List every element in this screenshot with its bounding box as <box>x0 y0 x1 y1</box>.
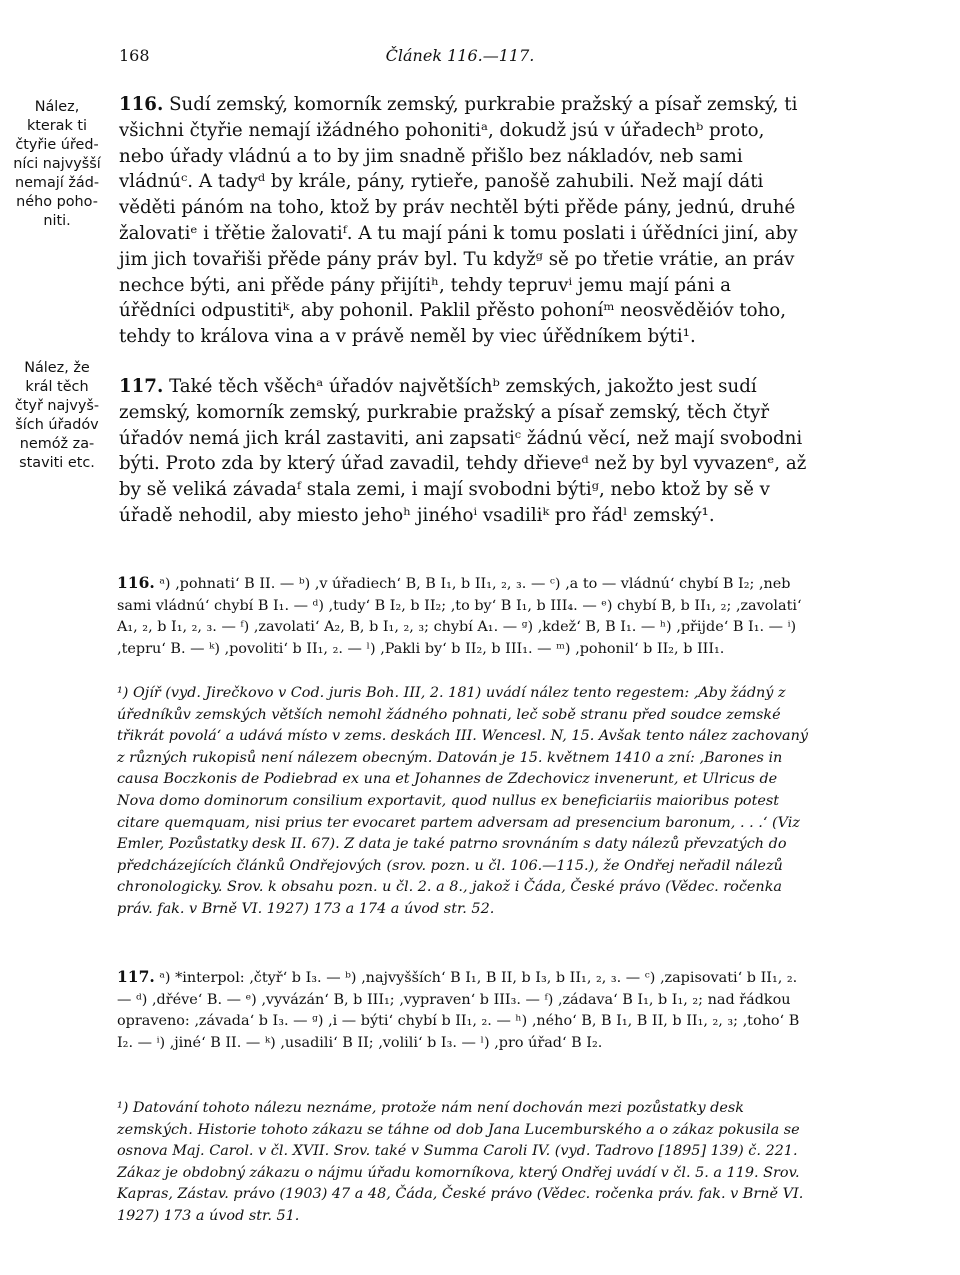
variant-text: ᵃ) ‚pohnati‘ B II. — ᵇ) ‚v úřadiech‘ B, B I₁, b II₁, ₂, ₃. — ᶜ) ‚a to — vládnú‘ chybí B I₂; ‚neb sami vládnú‘ chybí B I₁. — ᵈ) ‚tudy‘ B I₂, b II₂; ‚to by‘ B I₁, b III₄. — ᵉ) chybí B, b II₁, ₂; ‚zavolati‘ A₁, ₂, b I₁, ₂, ₃. — ᶠ) ‚zavolati‘ A₂, B, b I₁, ₂, ₃; chybí A₁. — ᵍ) ‚kdež‘ B, B I₁. — ʰ) ‚přijde‘ B I₁. — ⁱ) ‚tepru‘ B. — ᵏ) ‚povoliti‘ b II₁, ₂. — ˡ) ‚Pakli by‘ b II₂, b III₁. — ᵐ) ‚pohonil‘ b II₂, b III₁. <box>117 576 802 657</box>
article-text: Také těch všěchᵃ úřadóv najvětšíchᵇ zemských, jakožto jest sudí zemský, komorník zemský, purkrabie pražský a písař zemský, těch čtyř úřadóv nemá jich král zastaviti, ani zapsatiᶜ žádnú věcí, než mají svobodni býti. Proto zda by který úřad zavadil, tehdy dřieveᵈ než by byl vyvazenᵉ, až by sě veliká závadaᶠ stala zemi, i mají svobodni býtiᵍ, nebo ktož by sě v úřadě nehodil, aby miesto jehoʰ jinéhoⁱ vsadiliᵏ pro řádˡ zemský¹. <box>119 376 807 526</box>
running-title: Článek 116.—117. <box>385 46 535 65</box>
variant-readings-116 <box>117 572 813 660</box>
apparatus-number: 116. <box>117 573 155 592</box>
margin-note-116: Nález, kterak ti čtyřie úřed- níci najvyšší nemají žád- ného poho- niti. <box>13 99 101 229</box>
page-number: 168 <box>119 46 150 65</box>
variant-readings-117 <box>117 966 813 1054</box>
margin-note-117: Nález, že král těch čtyř najvyš- ších úřadóv nemóž za- staviti etc. <box>14 360 100 471</box>
article-117 <box>119 374 811 529</box>
variant-text: ᵃ) *interpol: ‚čtyř‘ b I₃. — ᵇ) ‚najvyšších‘ B I₁, B II, b I₃, b II₁, ₂, ₃. — ᶜ) ‚zapisovati‘ b II₁, ₂. — ᵈ) ‚dřéve‘ B. — ᵉ) ‚vyvázán‘ B, b III₁; ‚vypraven‘ b III₃. — ᶠ) ‚zádava‘ B I₁, b I₁, ₂; nad řádkou opraveno: ‚závada‘ b I₃. — ᵍ) ‚i — býti‘ chybí b II₁, ₂. — ʰ) ‚ného‘ B, B I₁, B II, b II₁, ₂, ₃; ‚toho‘ B I₂. — ⁱ) ‚jiné‘ B II. — ᵏ) ‚usadili‘ B II; ‚volili‘ b I₃. — ˡ) ‚pro úřad‘ B I₂. <box>117 970 800 1051</box>
article-number: 117. <box>119 376 164 397</box>
article-116 <box>119 92 811 350</box>
article-number: 116. <box>119 94 164 115</box>
apparatus-number: 117. <box>117 967 155 986</box>
footnote-117: ¹) Datování tohoto nálezu neznáme, protože nám není dochován mezi pozůstatky desk zemských. Historie tohoto zákazu se táhne od dob Jana Lucemburského a o zákaz pokusila se osnova Maj. Carol. v čl. XVII. Srov. také v Summa Caroli IV. (vyd. Tadrovo [1895] 139) č. 221. Zákaz je obdobný zákazu o nájmu úřadu komorníkova, který Ondřej uvádí v čl. 5. a 119. Srov. Kapras, Zástav. právo (1903) 47 a 48, Čáda, České právo (Vědec. ročenka práv. fak. v Brně VI. 1927) 173 a úvod str. 51. <box>117 1100 804 1224</box>
article-text: Sudí zemský, komorník zemský, purkrabie pražský a písař zemský, ti všichni čtyřie nemají ižádného pohonitiᵃ, dokudž jsú v úřadechᵇ proto, nebo úřady vládnú a to by jim snadně přišlo bez nákladóv, neb sami vládnúᶜ. A tadyᵈ by krále, pány, rytieře, panošě zahubili. Než mají dáti věděti pánóm na toho, ktož by práv nechtěl býti přěde pány, jednú, druhé žalovatiᵉ i třětie žalovatiᶠ. A tu mají páni k tomu poslati i úřědníci jiní, aby jim jich tovařiši přěde pány práv byl. Tu kdyžᵍ sě po třetie vrátie, an práv nechce býti, ani přěde pány přijítiʰ, tehdy tepruvⁱ jemu mají páni a úřědníci odpustitiᵏ, aby pohonil. Paklil přěsto pohoníᵐ neosvěděióv toho, tehdy to králova vina a v právě neměl by viec úřědníkem býti¹. <box>119 94 798 348</box>
footnote-116: ¹) Ojíř (vyd. Jirečkovo v Cod. juris Boh. III, 2. 181) uvádí nález tento regestem: ‚Aby žádný z úředníkův zemských větších nemohl žádného pohnati, leč sobě stranu před soudce zemské třikrát povolá‘ a udává místo v zems. deskách III. Wencesl. N, 15. Avšak tento nález zachovaný z různých rukopisů není nálezem obecným. Datován je 15. květnem 1410 a zní: ‚Barones in causa Boczkonis de Podiebrad ex una et Johannes de Zdechovicz invenerunt, et Ulricus de Nova domo dominorum consilium exportavit, quod nullus ex beneficiariis maioribus potest citare quemquam, nisi prius ter evocaret partem adversam ad presencium baronum, . . .‘ (Viz Emler, Pozůstatky desk II. 67). Z data je také patrno srovnáním s daty nálezů převzatých do předcházejících článků Ondřejových (srov. pozn. u čl. 106.—115.), že Ondřej neřadil nálezů chronologicky. Srov. k obsahu pozn. u čl. 2. a 8., jakož i Čáda, České právo (Vědec. ročenka práv. fak. v Brně VI. 1927) 173 a 174 a úvod str. 52. <box>117 685 809 917</box>
